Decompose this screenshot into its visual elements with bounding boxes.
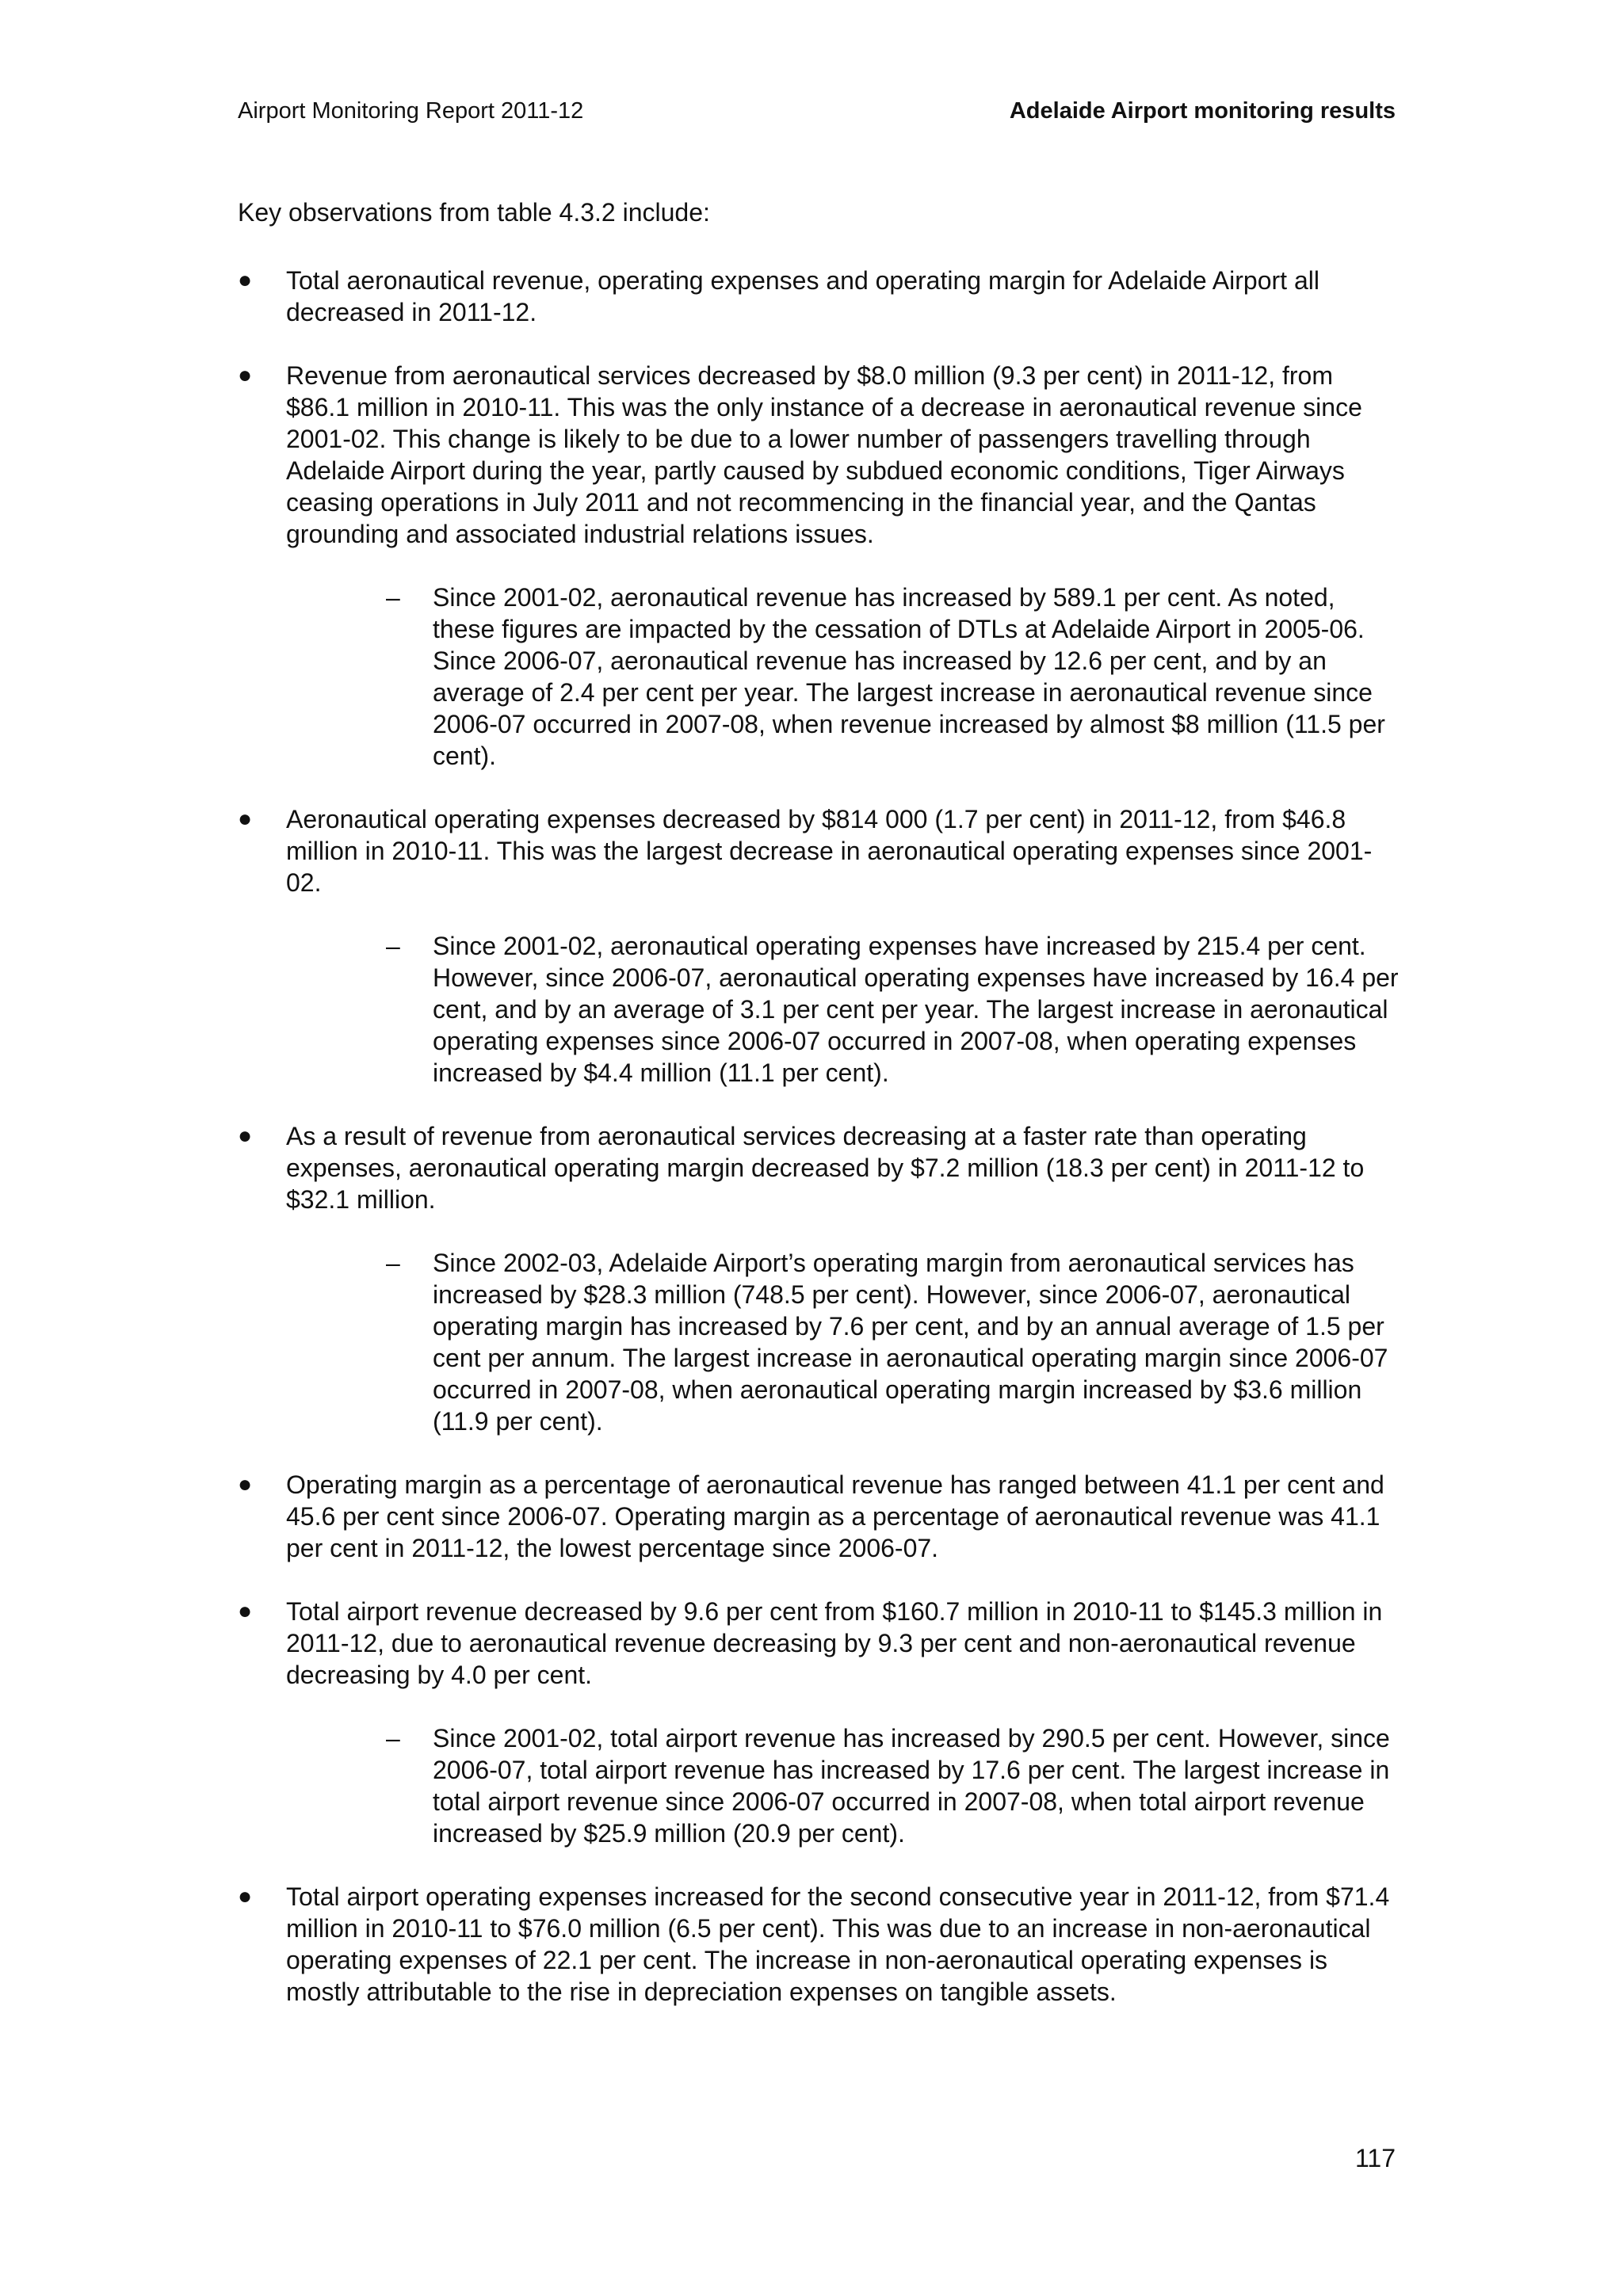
bullet-text: As a result of revenue from aeronautical services decreasing at a faster rate than operating expenses, aeronautical operating margin decreased by $7.2 million (18.3 per cent) in 2011-12 to $32.1 million. xyxy=(286,1122,1365,1214)
document-body xyxy=(238,196,1399,2039)
sub-bullet-item xyxy=(286,1247,1399,1437)
sub-bullet-item xyxy=(286,582,1399,772)
intro-paragraph: Key observations from table 4.3.2 include: xyxy=(238,198,710,227)
bullet-icon: ● xyxy=(238,1883,253,1909)
bullet-item xyxy=(238,1469,1399,1564)
bullet-item xyxy=(238,803,1399,1089)
dash-icon: – xyxy=(386,1724,400,1753)
sub-bullet-item xyxy=(286,930,1399,1089)
bullet-icon: ● xyxy=(238,806,253,832)
sub-bullet-text: Since 2001-02, aeronautical revenue has increased by 589.1 per cent. As noted, these figures are impacted by the cessation of DTLs at Adelaide Airport in 2005-06. Since 2006-07, aeronautical revenue has increased by 12.6 per cent, and by an average of 2.4 per cent per year. The largest increase in aeronautical revenue since 2006-07 occurred in 2007-08, when revenue increased by almost $8 million (11.5 per cent). xyxy=(433,583,1385,770)
bullet-text: Operating margin as a percentage of aeronautical revenue has ranged between 41.1 per cent and 45.6 per cent since 2006-07. Operating margin as a percentage of aeronautical revenue was 41.1 per cent in 2011-12, the lowest percentage since 2006-07. xyxy=(286,1470,1384,1562)
bullet-icon: ● xyxy=(238,1598,253,1624)
sub-bullet-text: Since 2001-02, total airport revenue has increased by 290.5 per cent. However, since 2006-07, total airport revenue has increased by 17.6 per cent. The largest increase in total airport revenue since 2006-07 occurred in 2007-08, when total airport revenue increased by $25.9 million (20.9 per cent). xyxy=(433,1724,1390,1848)
bullet-text: Total airport operating expenses increased for the second consecutive year in 2011-12, from $71.4 million in 2010-11 to $76.0 million (6.5 per cent). This was due to an increase in non-aeronautical operating expenses of 22.1 per cent. The increase in non-aeronautical operating expenses is mostly attributable to the rise in depreciation expenses on tangible assets. xyxy=(286,1882,1390,2006)
bullet-icon: ● xyxy=(238,1123,253,1149)
running-header-title: Airport Monitoring Report 2011-12 xyxy=(238,98,584,124)
bullet-item xyxy=(238,360,1399,772)
bullet-text: Revenue from aeronautical services decreased by $8.0 million (9.3 per cent) in 2011-12, from $86.1 million in 2010-11. This was the only instance of a decrease in aeronautical revenue since 2001-02. This change is likely to be due to a lower number of passengers travelling through Adelaide Airport during the year, partly caused by subdued economic conditions, Tiger Airways ceasing operations in July 2011 and not recommencing in the financial year, and the Qantas grounding and associated industrial relations issues. xyxy=(286,361,1362,548)
bullet-text: Total airport revenue decreased by 9.6 per cent from $160.7 million in 2010-11 to $145.3 million in 2011-12, due to aeronautical revenue decreasing by 9.3 per cent and non-aeronautical revenue decreasing by 4.0 per cent. xyxy=(286,1597,1383,1689)
bullet-text: Aeronautical operating expenses decreased by $814 000 (1.7 per cent) in 2011-12, from $46.8 million in 2010-11. This was the largest decrease in aeronautical operating expenses since 2001-02. xyxy=(286,805,1373,897)
bullet-icon: ● xyxy=(238,362,253,388)
sub-bullet-text: Since 2001-02, aeronautical operating expenses have increased by 215.4 per cent. However, since 2006-07, aeronautical operating expenses have increased by 16.4 per cent, and by an average of 3.1 per cent per year. The largest increase in aeronautical operating expenses since 2006-07 occurred in 2007-08, when operating expenses increased by $4.4 million (11.1 per cent). xyxy=(433,932,1399,1087)
bullet-item xyxy=(238,1881,1399,2008)
page-number: 117 xyxy=(1354,2144,1396,2172)
bullet-item xyxy=(238,1596,1399,1849)
dash-icon: – xyxy=(386,583,400,612)
sub-bullet-text: Since 2002-03, Adelaide Airport’s operating margin from aeronautical services has increased by $28.3 million (748.5 per cent). However, since 2006-07, aeronautical operating margin has increased by 7.6 per cent, and by an annual average of 1.5 per cent per annum. The largest increase in aeronautical operating margin since 2006-07 occurred in 2007-08, when aeronautical operating margin increased by $3.6 million (11.9 per cent). xyxy=(433,1249,1388,1436)
dash-icon: – xyxy=(386,1249,400,1277)
bullet-icon: ● xyxy=(238,267,253,293)
running-header-section: Adelaide Airport monitoring results xyxy=(1009,98,1396,124)
bullet-text: Total aeronautical revenue, operating expenses and operating margin for Adelaide Airport all decreased in 2011-12. xyxy=(286,266,1319,326)
dash-icon: – xyxy=(386,932,400,960)
bullet-item xyxy=(238,1120,1399,1437)
sub-bullet-item xyxy=(286,1722,1399,1849)
bullet-icon: ● xyxy=(238,1471,253,1497)
bullet-item xyxy=(238,265,1399,328)
